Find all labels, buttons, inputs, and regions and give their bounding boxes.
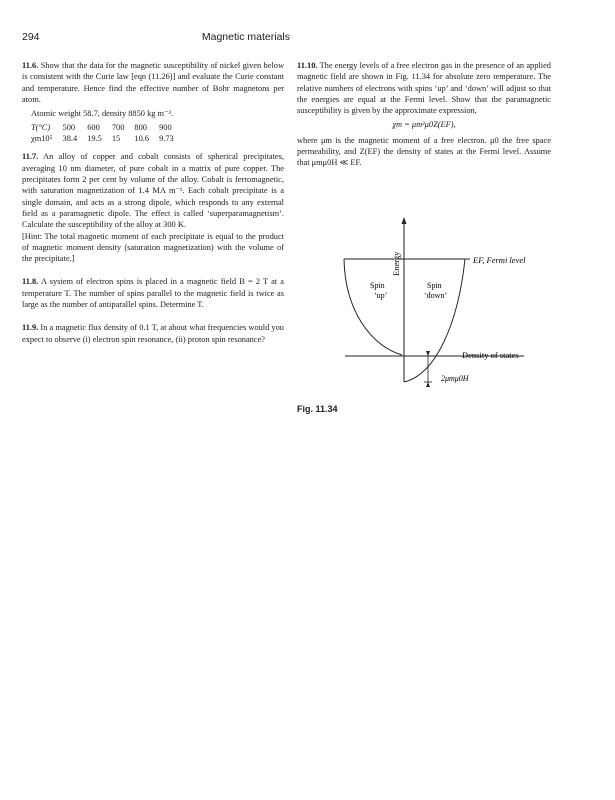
table-cell: 19.5 bbox=[87, 134, 102, 144]
table-cell: 600 bbox=[87, 123, 100, 133]
problem-number: 11.10. bbox=[297, 61, 318, 70]
table-cell: 15 bbox=[111, 134, 121, 144]
problem-number: 11.9. bbox=[22, 323, 39, 333]
row-label: χm10⁵ bbox=[31, 134, 53, 144]
table-cell: 900 bbox=[159, 123, 172, 133]
split-arrow-bottom bbox=[426, 382, 430, 387]
fermi-level-label: EF, Fermi level bbox=[473, 255, 526, 265]
spin-down-curve bbox=[404, 259, 465, 382]
table-cell: 10.6 bbox=[134, 134, 150, 144]
running-title: Magnetic materials bbox=[201, 31, 290, 43]
figure-caption: Fig. 11.34 bbox=[297, 404, 338, 414]
density-axis-label: Density of states bbox=[462, 350, 519, 360]
table-cell: 800 bbox=[134, 123, 147, 133]
split-arrow-top bbox=[426, 351, 430, 356]
table-cell: 38.4 bbox=[62, 134, 78, 144]
atomic-data: Atomic weight 58.7, density 8850 kg m⁻³. bbox=[31, 109, 174, 119]
row-label: T(°C) bbox=[31, 123, 51, 133]
spin-down-label: Spin bbox=[427, 281, 442, 290]
table-cell: 9.73 bbox=[159, 134, 174, 144]
problem-text: Show that the data for the magnetic susceptibility of nickel given below is consistent with the Curie law [eqn (11.26)] and evaluate the Curie constant and temperature. Hence find the effective number of Bohr magnetons per atom. bbox=[22, 61, 284, 104]
susceptibility-equation: χm = μm²μ0Z(EF), bbox=[392, 120, 456, 130]
page-number: 294 bbox=[22, 31, 40, 43]
problem-number: 11.6. bbox=[22, 61, 39, 70]
energy-axis-label: Energy bbox=[391, 251, 401, 276]
problem-text: An alloy of copper and cobalt consists of spherical precipitates, averaging 10 nm diameter, of pure cobalt in a matrix of pure copper. The precipitates form 2 per cent by volume of the alloy. Cobalt is ferromagnetic, with saturation magnetization of 1.4 MA m⁻¹. Each cobalt precipitate is a single domain, and acts as a strong dipole, which responds to any external field as a paramagnetic dipole. The effect is called ‘superparamagnetism’. Calculate the susceptibility of the alloy at 300 K. bbox=[22, 152, 284, 230]
spin-up-label-2: ‘up’ bbox=[374, 291, 388, 300]
split-label: 2μmμ0H bbox=[441, 374, 469, 383]
hint-text: [Hint: The total magnetic moment of each precipitate is equal to the product of magnetic moment density (saturation magnetization) with the volume of the precipitate.] bbox=[22, 231, 284, 264]
table-cell: 700 bbox=[111, 123, 125, 133]
problem-text: The energy levels of a free electron gas in the presence of an applied magnetic field are shown in Fig. 11.34 for absolute zero temperature. The relative numbers of electrons with spins ‘up’ and ‘down’ will adjust so that the energies are equal at the Fermi level. Show that the paramagnetic susceptibility is given by the approximate expression, bbox=[297, 61, 551, 116]
problem-number: 11.8. bbox=[22, 277, 39, 287]
problem-number: 11.7. bbox=[22, 152, 39, 162]
spin-down-label-2: ‘down’ bbox=[424, 291, 448, 300]
equation-explanation: where μm is the magnetic moment of a free electron. μ0 the free space permeability, and Z(EF) the density of states at the Fermi level. Assume that μmμ0H ≪ EF. bbox=[297, 135, 551, 168]
spin-up-label: Spin bbox=[370, 281, 385, 290]
table-cell: 500 bbox=[62, 123, 76, 133]
energy-axis-arrow bbox=[402, 217, 407, 224]
problem-text: A system of electron spins is placed in a magnetic field B = 2 T at a temperature T. The number of spins parallel to the magnetic field is twice as large as the number of antiparallel spins. Determine T. bbox=[22, 277, 284, 310]
problem-text: In a magnetic flux density of 0.1 T, at about what frequencies would you expect to observe (i) electron spin resonance, (ii) proton spin resonance? bbox=[22, 323, 284, 344]
